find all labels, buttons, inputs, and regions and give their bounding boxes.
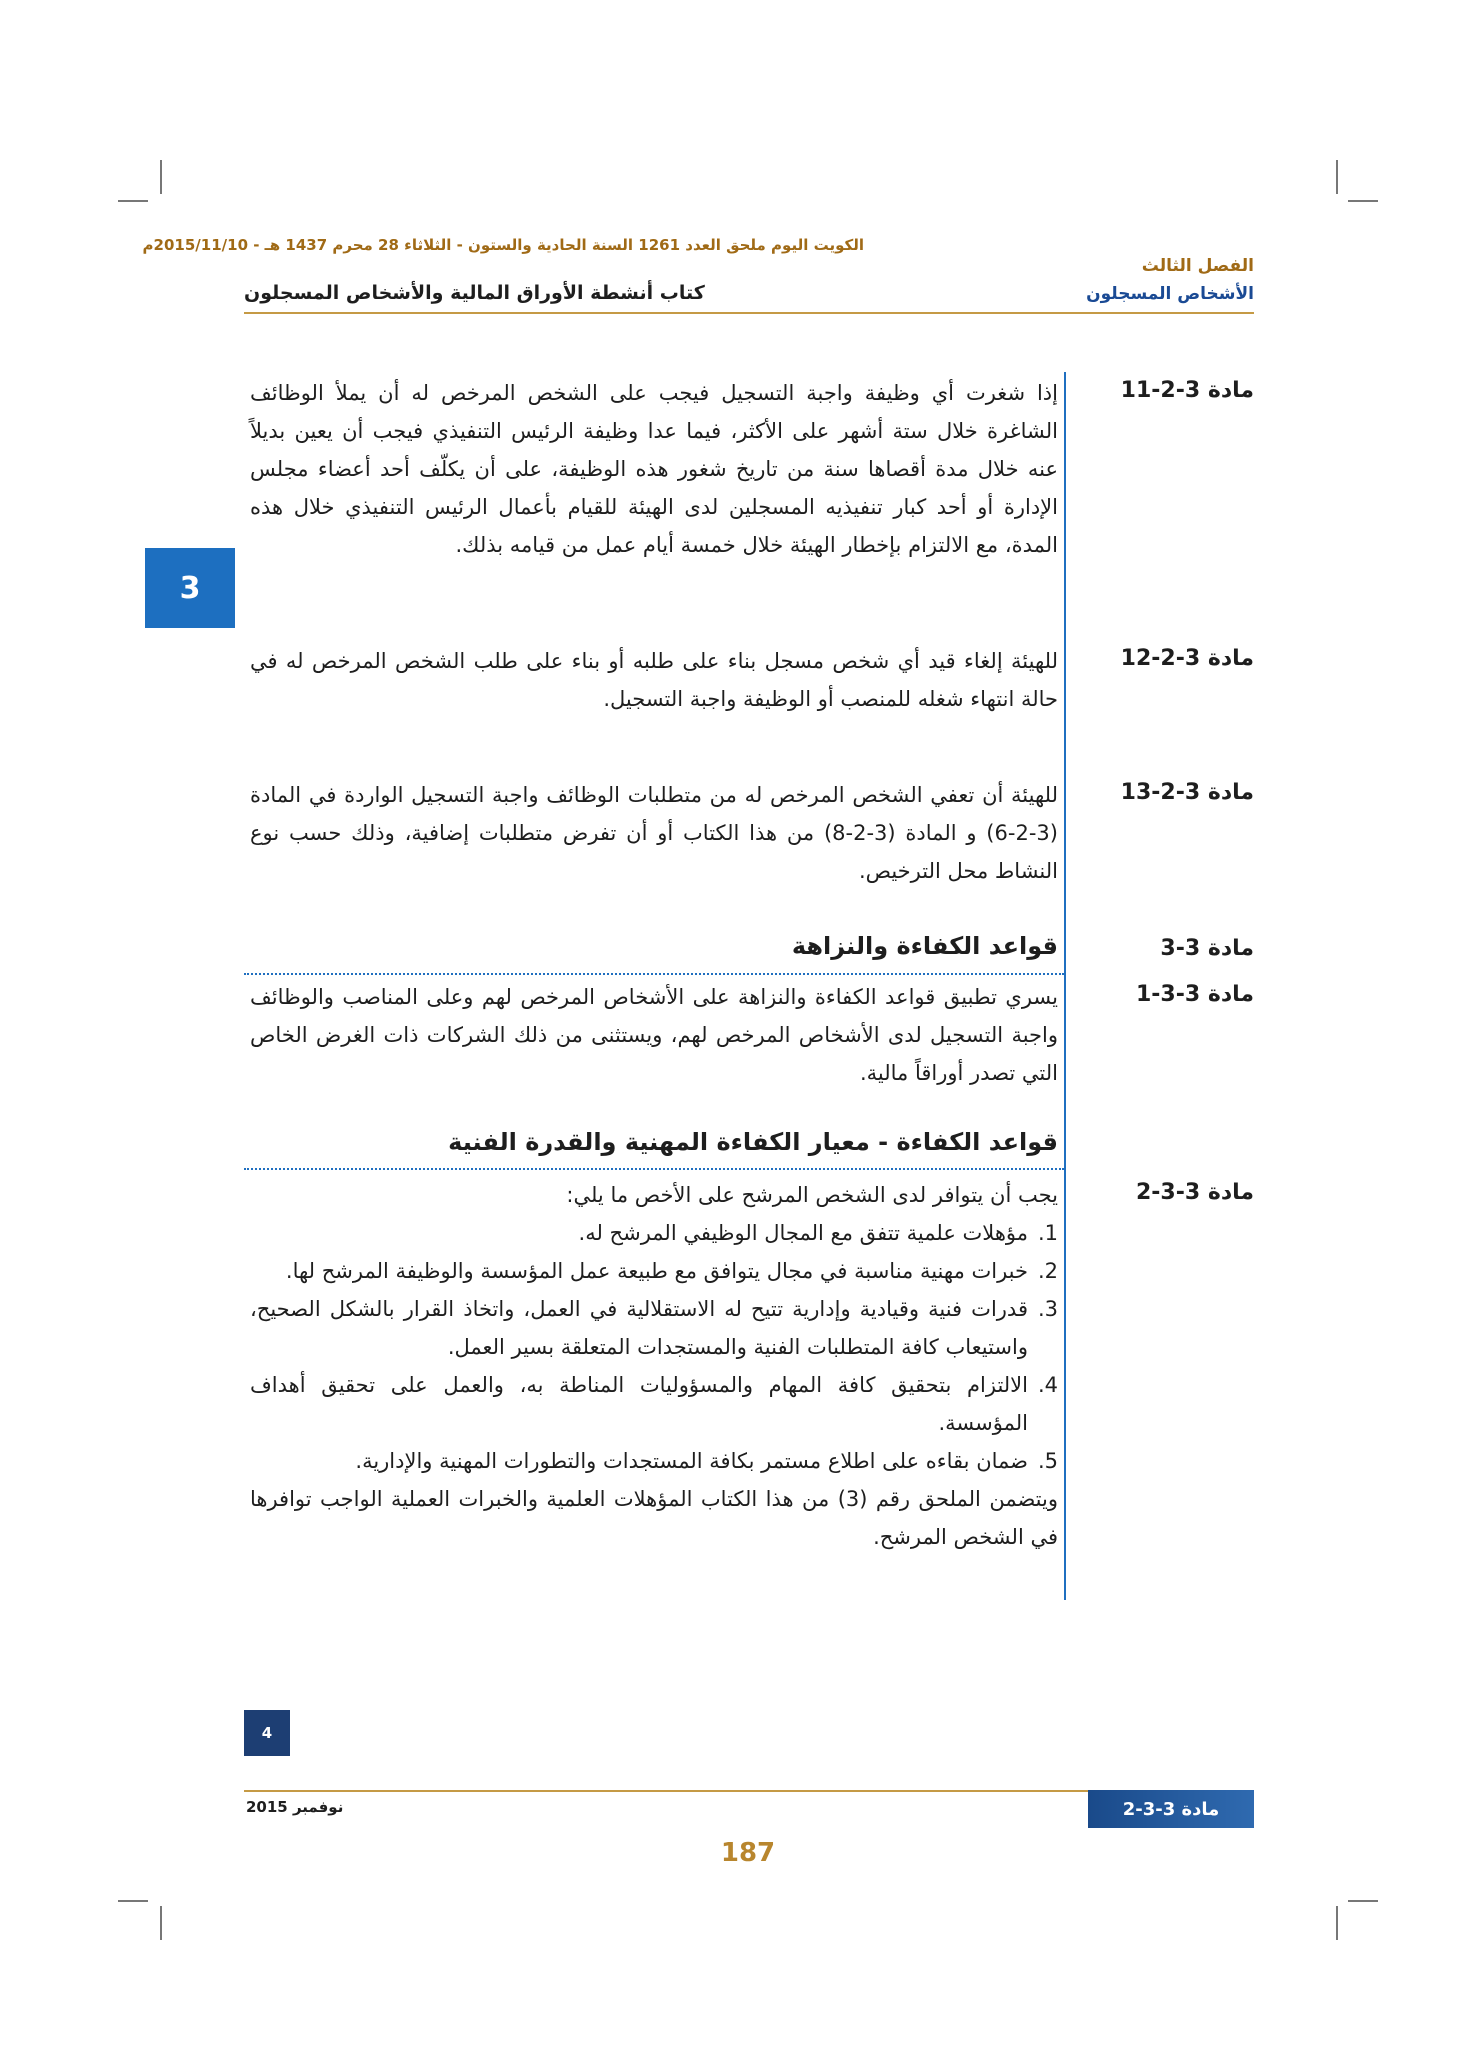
footer-date: نوفمبر 2015 <box>246 1798 344 1816</box>
section-divider <box>244 1168 1064 1170</box>
section-nav-box[interactable]: 4 <box>244 1710 290 1756</box>
list-number: 3. <box>1037 1297 1058 1321</box>
article-label: مادة 3-3-2 <box>1135 1180 1254 1205</box>
list-text: الالتزام بتحقيق كافة المهام والمسؤوليات المناطة به، والعمل على تحقيق أهداف المؤسسة. <box>250 1373 1028 1435</box>
article-text <box>250 776 1058 890</box>
chapter-title: الفصل الثالث <box>1141 256 1254 276</box>
crop-mark <box>1336 160 1338 194</box>
section-divider <box>244 973 1064 975</box>
section-title: قواعد الكفاءة - معيار الكفاءة المهنية والقدرة الفنية <box>448 1128 1058 1156</box>
list-text: خبرات مهنية مناسبة في مجال يتوافق مع طبيعة عمل المؤسسة والوظيفة المرشح لها. <box>285 1259 1028 1283</box>
crop-mark <box>1348 200 1378 202</box>
list-text: قدرات فنية وقيادية وإدارية تتيح له الاستقلالية في العمل، واتخاذ القرار بالشكل الصحيح، واستيعاب كافة المتطلبات الفنية والمستجدات المتعلقة بسير العمل. <box>250 1297 1028 1359</box>
list-number: 2. <box>1037 1259 1058 1283</box>
gazette-line: الكويت اليوم ملحق العدد 1261 السنة الحادية والستون - الثلاثاء 28 محرم 1437 هـ - 2015/11/10م <box>142 236 864 254</box>
list-number: 5. <box>1037 1449 1058 1473</box>
crop-mark <box>160 160 162 194</box>
chapter-side-tab: 3 <box>145 548 235 628</box>
article-label: مادة 3-2-12 <box>1120 646 1254 671</box>
crop-mark <box>118 200 148 202</box>
content-vertical-rule <box>1064 372 1066 1600</box>
article-label: مادة 3-2-13 <box>1120 780 1254 805</box>
crop-mark <box>1336 1906 1338 1940</box>
list-text: ضمان بقاءه على اطلاع مستمر بكافة المستجدات والتطورات المهنية والإدارية. <box>355 1449 1028 1473</box>
crop-mark <box>118 1900 148 1902</box>
header-divider <box>244 312 1254 314</box>
list-number: 1. <box>1037 1221 1058 1245</box>
article-label: مادة 3-2-11 <box>1120 378 1254 403</box>
article-paragraph: للهيئة أن تعفي الشخص المرخص له من متطلبات الوظائف واجبة التسجيل الواردة في المادة (3-2-6) و المادة (3-2-8) من هذا الكتاب أو أن تفرض متطلبات إضافية، وذلك حسب نوع النشاط محل الترخيص. <box>250 783 1058 883</box>
crop-mark <box>1348 1900 1378 1902</box>
list-text: مؤهلات علمية تتفق مع المجال الوظيفي المرشح له. <box>578 1221 1028 1245</box>
section-title: قواعد الكفاءة والنزاهة <box>791 932 1058 960</box>
article-label: مادة 3-3-1 <box>1135 982 1254 1007</box>
list-intro: يجب أن يتوافر لدى الشخص المرشح على الأخص ما يلي: <box>566 1183 1058 1207</box>
book-title: كتاب أنشطة الأوراق المالية والأشخاص المسجلون <box>244 282 705 304</box>
section-label: مادة 3-3 <box>1160 936 1254 961</box>
footer-article-tab: مادة 3-3-2 <box>1088 1790 1254 1828</box>
article-text <box>250 642 1058 718</box>
article-text <box>250 978 1058 1092</box>
list-item <box>250 1252 1058 1290</box>
list-item <box>250 1442 1058 1480</box>
list-item <box>250 1214 1058 1252</box>
page-number: 187 <box>720 1838 776 1868</box>
chapter-subtitle: الأشخاص المسجلون <box>1086 284 1254 304</box>
list-outro: ويتضمن الملحق رقم (3) من هذا الكتاب المؤهلات العلمية والخبرات العملية الواجب توافرها في الشخص المرشح. <box>250 1487 1058 1549</box>
article-text <box>250 374 1058 564</box>
list-item <box>250 1366 1058 1442</box>
crop-mark <box>160 1906 162 1940</box>
list-number: 4. <box>1037 1373 1058 1397</box>
article-paragraph: يسري تطبيق قواعد الكفاءة والنزاهة على الأشخاص المرخص لهم وعلى المناصب والوظائف واجبة التسجيل لدى الأشخاص المرخص لهم، ويستثنى من ذلك الشركات ذات الغرض الخاص التي تصدر أوراقاً مالية. <box>250 985 1058 1085</box>
list-item <box>250 1290 1058 1366</box>
article-paragraph: للهيئة إلغاء قيد أي شخص مسجل بناء على طلبه أو بناء على طلب الشخص المرخص له في حالة انتهاء شغله للمنصب أو الوظيفة واجبة التسجيل. <box>250 649 1058 711</box>
article-text <box>250 1176 1058 1556</box>
article-paragraph: إذا شغرت أي وظيفة واجبة التسجيل فيجب على الشخص المرخص له أن يملأ الوظائف الشاغرة خلال ستة أشهر على الأكثر، فيما عدا وظيفة الرئيس التنفيذي فيجب أن يعين بديلاً عنه خلال مدة أقصاها سنة من تاريخ شغور هذه الوظيفة، على أن يكلّف أحد أعضاء مجلس الإدارة أو أحد كبار تنفيذيه المسجلين لدى الهيئة للقيام بأعمال الرئيس التنفيذي خلال هذه المدة، مع الالتزام بإخطار الهيئة خلال خمسة أيام عمل من قيامه بذلك. <box>250 381 1058 557</box>
